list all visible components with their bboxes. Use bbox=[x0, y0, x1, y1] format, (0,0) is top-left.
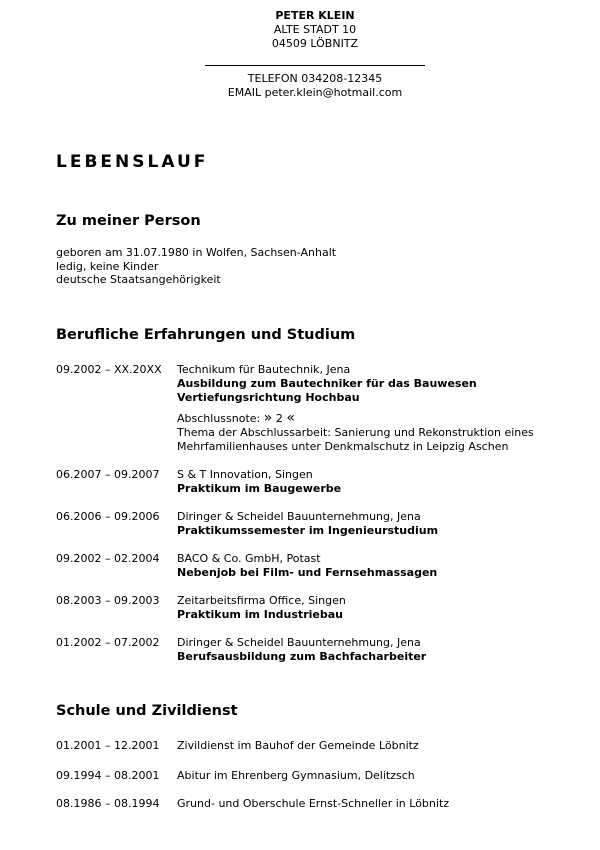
entry-date: 09.1994 – 08.2001 bbox=[56, 769, 160, 782]
entry-place: BACO & Co. GmbH, Potast bbox=[177, 552, 321, 565]
entry-body bbox=[177, 468, 577, 496]
nationality-line: deutsche Staatsangehörigkeit bbox=[56, 273, 221, 286]
entry-date: 06.2006 – 09.2006 bbox=[56, 510, 160, 523]
thesis-line-2: Mehrfamilienhauses unter Denkmalschutz in Leipzig Aschen bbox=[177, 440, 509, 453]
entry-date: 06.2007 – 09.2007 bbox=[56, 468, 160, 481]
marital-line: ledig, keine Kinder bbox=[56, 259, 159, 273]
entry-body bbox=[177, 363, 577, 454]
entry-date: 08.1986 – 08.1994 bbox=[56, 797, 160, 810]
applicant-name: PETER KLEIN bbox=[275, 9, 355, 22]
entry-text: Zivildienst im Bauhof der Gemeinde Löbnitz bbox=[177, 739, 419, 752]
section-heading-person: Zu meiner Person bbox=[56, 213, 201, 229]
entry-title: Praktikum im Baugewerbe bbox=[177, 482, 342, 495]
entry-title: Praktikum im Industriebau bbox=[177, 608, 343, 621]
entry-date: 08.2003 – 09.2003 bbox=[56, 594, 160, 607]
entry-place: Zeitarbeitsfirma Office, Singen bbox=[177, 594, 346, 607]
grade-value: 2 bbox=[275, 412, 283, 425]
quote-close-icon: « bbox=[286, 410, 295, 426]
entry-text: Abitur im Ehrenberg Gymnasium, Delitzsch bbox=[177, 769, 415, 782]
section-heading-career: Berufliche Erfahrungen und Studium bbox=[56, 327, 356, 343]
entry-place: Diringer & Scheidel Bauunternehmung, Jena bbox=[177, 636, 421, 649]
entry-title: Nebenjob bei Film- und Fernsehmassagen bbox=[177, 566, 438, 579]
entry-text: Grund- und Oberschule Ernst-Schneller in Löbnitz bbox=[177, 797, 450, 810]
entry-place: Technikum für Bautechnik, Jena bbox=[177, 363, 351, 376]
address-street: ALTE STADT 10 bbox=[273, 23, 357, 36]
entry-date: 09.2002 – XX.20XX bbox=[56, 363, 162, 376]
entry-date: 09.2002 – 02.2004 bbox=[56, 552, 160, 565]
entry-date: 01.2001 – 12.2001 bbox=[56, 739, 160, 752]
entry-subtitle: Vertiefungsrichtung Hochbau bbox=[177, 391, 360, 404]
entry-body bbox=[177, 552, 577, 580]
entry-title: Ausbildung zum Bautechniker für das Bauwesen bbox=[177, 377, 477, 390]
entry-title: Berufsausbildung zum Bachfacharbeiter bbox=[177, 650, 427, 663]
entry-body bbox=[177, 636, 577, 664]
entry-date: 01.2002 – 07.2002 bbox=[56, 636, 160, 649]
address-city: 04509 LÖBNITZ bbox=[271, 37, 359, 50]
entry-place: Diringer & Scheidel Bauunternehmung, Jena bbox=[177, 510, 421, 523]
document-title: LEBENSLAUF bbox=[56, 152, 209, 172]
entry-place: S & T Innovation, Singen bbox=[177, 468, 313, 481]
quote-open-icon: » bbox=[263, 410, 273, 426]
section-heading-school: Schule und Zivildienst bbox=[56, 703, 238, 719]
entry-title: Praktikumssemester im Ingenieurstudium bbox=[177, 524, 439, 537]
header-divider bbox=[205, 65, 425, 66]
grade-label: Abschlussnote: bbox=[177, 412, 261, 425]
email-line: EMAIL peter.klein@hotmail.com bbox=[227, 86, 403, 99]
birth-line: geboren am 31.07.1980 in Wolfen, Sachsen-Anhalt bbox=[56, 246, 337, 259]
grade-line bbox=[177, 411, 577, 426]
person-details bbox=[56, 246, 336, 287]
thesis-line-1: Thema der Abschlussarbeit: Sanierung und Rekonstruktion eines bbox=[177, 426, 534, 439]
entry-body bbox=[177, 510, 577, 538]
entry-body bbox=[177, 594, 577, 622]
phone-line: TELEFON 034208-12345 bbox=[247, 72, 383, 85]
letterhead bbox=[0, 9, 600, 100]
